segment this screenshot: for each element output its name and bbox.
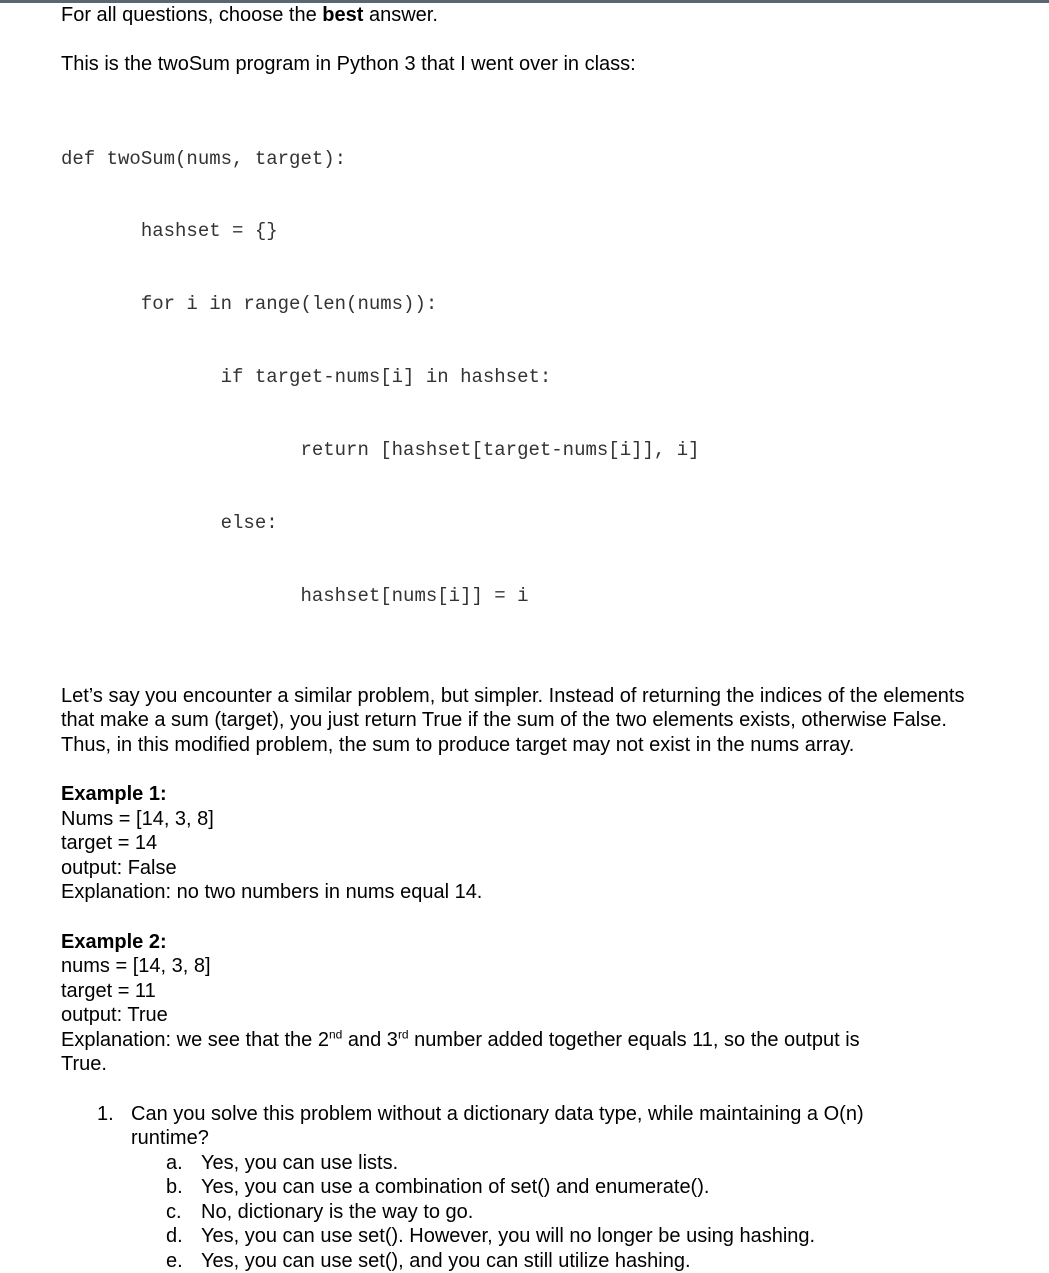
example-2-explanation-post: number added together equals 11, so the output is [408,1028,860,1051]
code-line: def twoSum(nums, target): [61,147,347,170]
code-line: else: [61,512,278,535]
example-2-explanation-line2: True. [61,1053,107,1076]
problem-description: Let’s say you encounter a similar problem, but simpler. Instead of returning the indices of the elements that make a sum (target), you just return True if the sum of the two elements exists, otherwise False. Thus, in this modified problem, the sum to produce target may not exist in the nums array. [61,684,965,756]
example-1-output: output: False [61,856,177,879]
option-text: Yes, you can use set(). However, you will no longer be using hashing. [201,1225,816,1248]
example-2-nums: nums = [14, 3, 8] [61,955,211,978]
option-text: Yes, you can use a combination of set() and enumerate(). [201,1176,710,1199]
option-text: Yes, you can use set(), and you can still utilize hashing. [201,1249,691,1272]
example-1 [61,782,1021,905]
instruction-text-bold: best [322,4,364,26]
option-letter: d. [166,1225,183,1248]
option-letter: e. [166,1249,183,1272]
superscript-nd: nd [328,1027,343,1042]
example-2 [61,930,1021,1077]
code-line: return [hashset[target-nums[i]], i] [61,439,700,462]
example-2-target: target = 11 [61,979,156,1002]
example-2-explanation-pre: Explanation: we see that the 2 [61,1028,329,1051]
example-1-target: target = 14 [61,832,158,855]
option-letter: c. [166,1200,182,1223]
example-2-heading: Example 2: [61,930,167,953]
question-1-text-line2: runtime? [131,1127,209,1150]
question-1 [61,1102,1021,1151]
option-c [61,1200,1021,1225]
option-b [61,1175,1021,1200]
document-body [61,0,1021,1273]
example-2-explanation-mid: and 3 [342,1028,398,1051]
program-intro: This is the twoSum program in Python 3 that I went over in class: [61,52,636,75]
instruction-text-pre: For all questions, choose the [61,4,323,26]
question-1-options [61,1151,1021,1273]
example-1-heading: Example 1: [61,783,167,806]
option-letter: a. [166,1151,183,1174]
option-d [61,1224,1021,1249]
code-block [61,98,1021,657]
option-text: Yes, you can use lists. [201,1151,399,1174]
instruction-line [61,3,1021,28]
example-1-explanation: Explanation: no two numbers in nums equal 14. [61,881,483,904]
example-1-nums: Nums = [14, 3, 8] [61,807,214,830]
question-1-number: 1. [97,1102,114,1125]
example-2-output: output: True [61,1004,168,1027]
question-1-text-line1: Can you solve this problem without a dictionary data type, while maintaining a O(n) [131,1102,864,1125]
option-letter: b. [166,1176,183,1199]
code-line: for i in range(len(nums)): [61,293,438,316]
code-line: if target-nums[i] in hashset: [61,366,552,389]
instruction-text-post: answer. [363,4,438,26]
option-text: No, dictionary is the way to go. [201,1200,474,1223]
code-line: hashset[nums[i]] = i [61,584,529,607]
superscript-rd: rd [397,1027,409,1042]
example-2-explanation [61,1028,1021,1053]
code-line: hashset = {} [61,220,278,243]
option-a [61,1151,1021,1176]
option-e [61,1249,1021,1273]
